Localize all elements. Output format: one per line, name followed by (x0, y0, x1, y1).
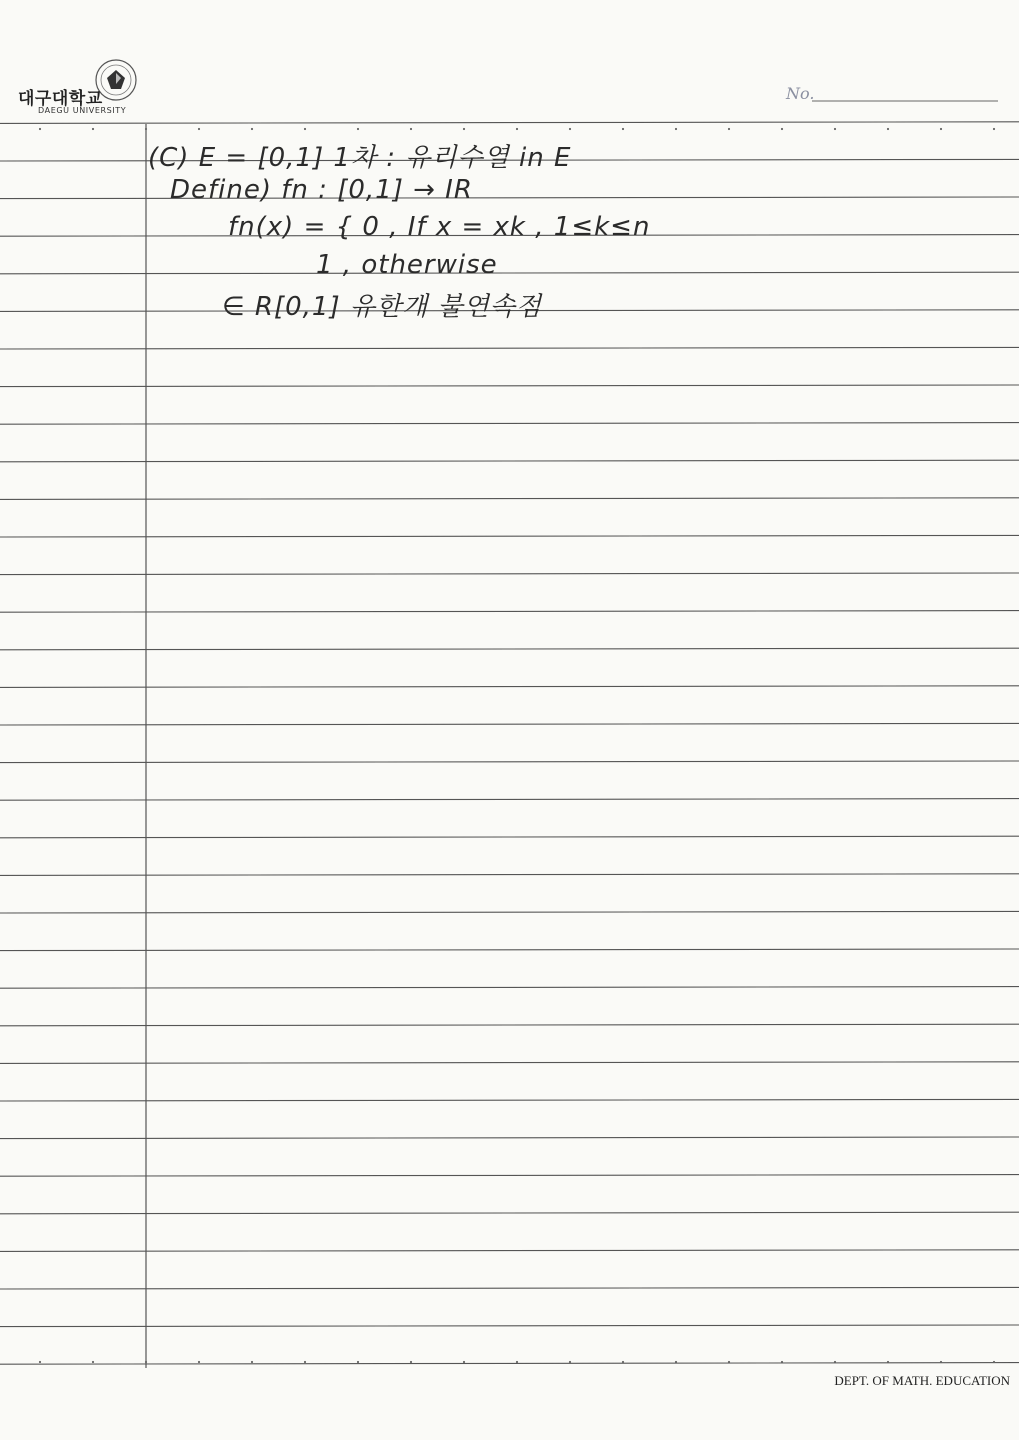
ruler-dot (940, 1361, 942, 1363)
ruler-dot (304, 128, 306, 130)
ruled-line (0, 761, 1019, 763)
ruled-line (0, 686, 1019, 688)
university-name-korean: 대구대학교 (18, 89, 103, 109)
page-number-label: No. (786, 84, 815, 103)
ruler-dot (516, 1361, 518, 1363)
university-name-english: DAEGU UNIVERSITY (38, 106, 127, 115)
note-line-1: (C) E = [0,1] 1차 : 유리수열 in E (148, 143, 572, 173)
ruler-dot (887, 1361, 889, 1363)
ruled-line (0, 949, 1019, 951)
note-line-3: fn(x) = { 0 , If x = xk , 1≤k≤n (228, 212, 651, 242)
ruler-dot (622, 1361, 624, 1363)
ruler-dot (516, 128, 518, 130)
ruler-dot (940, 128, 942, 130)
ruled-line (0, 836, 1019, 838)
ruler-dot (781, 128, 783, 130)
ruler-dot (410, 1361, 412, 1363)
ruled-line (0, 648, 1019, 650)
ruler-dot (834, 128, 836, 130)
ruled-line (0, 1137, 1019, 1139)
ruler-dot (728, 1361, 730, 1363)
ruler-dot (622, 128, 624, 130)
ruler-dot (198, 1361, 200, 1363)
department-footer: DEPT. OF MATH. EDUCATION (834, 1373, 1010, 1388)
ruler-dot (92, 1361, 94, 1363)
ruled-line (0, 911, 1019, 913)
ruler-dot (410, 128, 412, 130)
ruled-line (0, 122, 1019, 124)
note-line-4: 1 , otherwise (316, 250, 498, 280)
note-line-2: Define) fn : [0,1] → IR (170, 175, 473, 205)
ruler-dot (145, 128, 147, 130)
ruler-dot (198, 128, 200, 130)
ruler-dot (304, 1361, 306, 1363)
ruled-line (0, 423, 1019, 425)
ruled-line (0, 611, 1019, 613)
ruler-dot (357, 128, 359, 130)
ruler-dot (145, 1361, 147, 1363)
ruler-dot (728, 128, 730, 130)
ruler-dot (675, 128, 677, 130)
ruled-line (0, 1212, 1019, 1214)
ruler-dot (993, 128, 995, 130)
ruled-line (0, 535, 1019, 537)
ruled-line (0, 723, 1019, 725)
ruled-line (0, 987, 1019, 989)
ruler-dot (251, 128, 253, 130)
ruler-dot (834, 1361, 836, 1363)
ruler-dot (781, 1361, 783, 1363)
ruled-line (0, 573, 1019, 575)
ruler-dot (675, 1361, 677, 1363)
ruled-line (0, 460, 1019, 462)
ruler-dot (92, 128, 94, 130)
ruled-line (0, 272, 1019, 274)
ruled-line (0, 498, 1019, 500)
ruled-line (0, 1062, 1019, 1064)
ruler-dot (463, 128, 465, 130)
note-line-5: ∈ R[0,1] 유한개 불연속점 (222, 292, 542, 322)
ruled-line (0, 1024, 1019, 1026)
ruler-dot (569, 128, 571, 130)
ruled-line (0, 1099, 1019, 1101)
ruler-dot (251, 1361, 253, 1363)
ruler-dot (463, 1361, 465, 1363)
ruler-dot (39, 128, 41, 130)
ruled-line (0, 347, 1019, 349)
ruled-line (0, 1175, 1019, 1177)
ruled-line (0, 799, 1019, 801)
ruled-line (0, 1325, 1019, 1327)
ruler-dot (39, 1361, 41, 1363)
ruler-dot (569, 1361, 571, 1363)
ruled-line (0, 1363, 1019, 1365)
ruled-line (0, 385, 1019, 387)
ruler-dot (993, 1361, 995, 1363)
ruled-line (0, 874, 1019, 876)
ruled-line (0, 1287, 1019, 1289)
ruler-dot (887, 128, 889, 130)
ruled-line (0, 197, 1019, 199)
ruled-line (0, 1250, 1019, 1252)
ruler-dot (357, 1361, 359, 1363)
